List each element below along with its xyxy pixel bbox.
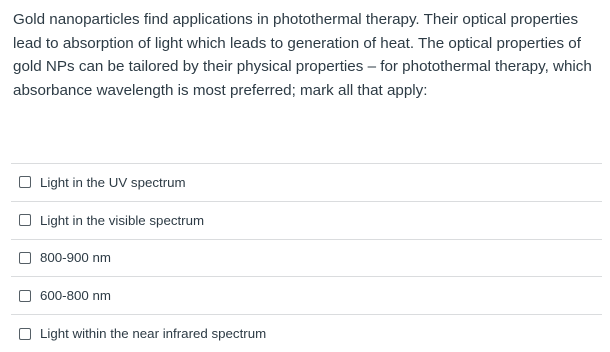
answer-checkbox[interactable] bbox=[19, 252, 31, 264]
answer-checkbox[interactable] bbox=[19, 328, 31, 340]
answer-option-near-infrared[interactable] bbox=[11, 314, 602, 352]
answer-label: Light in the visible spectrum bbox=[40, 212, 205, 228]
question-text: Gold nanoparticles find applications in photothermal therapy. Their optical properties lead to absorption of light which leads to generation of heat. The optical properties of gold NPs can be tailored by their physical properties – for photothermal therapy, which absorbance wavelength is most preferred; mark all that apply: bbox=[13, 11, 592, 100]
answer-label: Light within the near infrared spectrum bbox=[40, 326, 267, 342]
answer-list bbox=[11, 163, 602, 352]
answer-label: 800-900 nm bbox=[40, 250, 111, 266]
answer-option-600-800[interactable] bbox=[11, 276, 602, 314]
answer-label: Light in the UV spectrum bbox=[40, 174, 186, 190]
answer-checkbox[interactable] bbox=[19, 290, 31, 302]
answer-label: 600-800 nm bbox=[40, 288, 111, 304]
answer-checkbox[interactable] bbox=[19, 214, 31, 226]
answer-option-visible[interactable] bbox=[11, 201, 602, 239]
answer-option-uv[interactable] bbox=[11, 163, 602, 201]
answer-checkbox[interactable] bbox=[19, 176, 31, 188]
answer-option-800-900[interactable] bbox=[11, 239, 602, 277]
